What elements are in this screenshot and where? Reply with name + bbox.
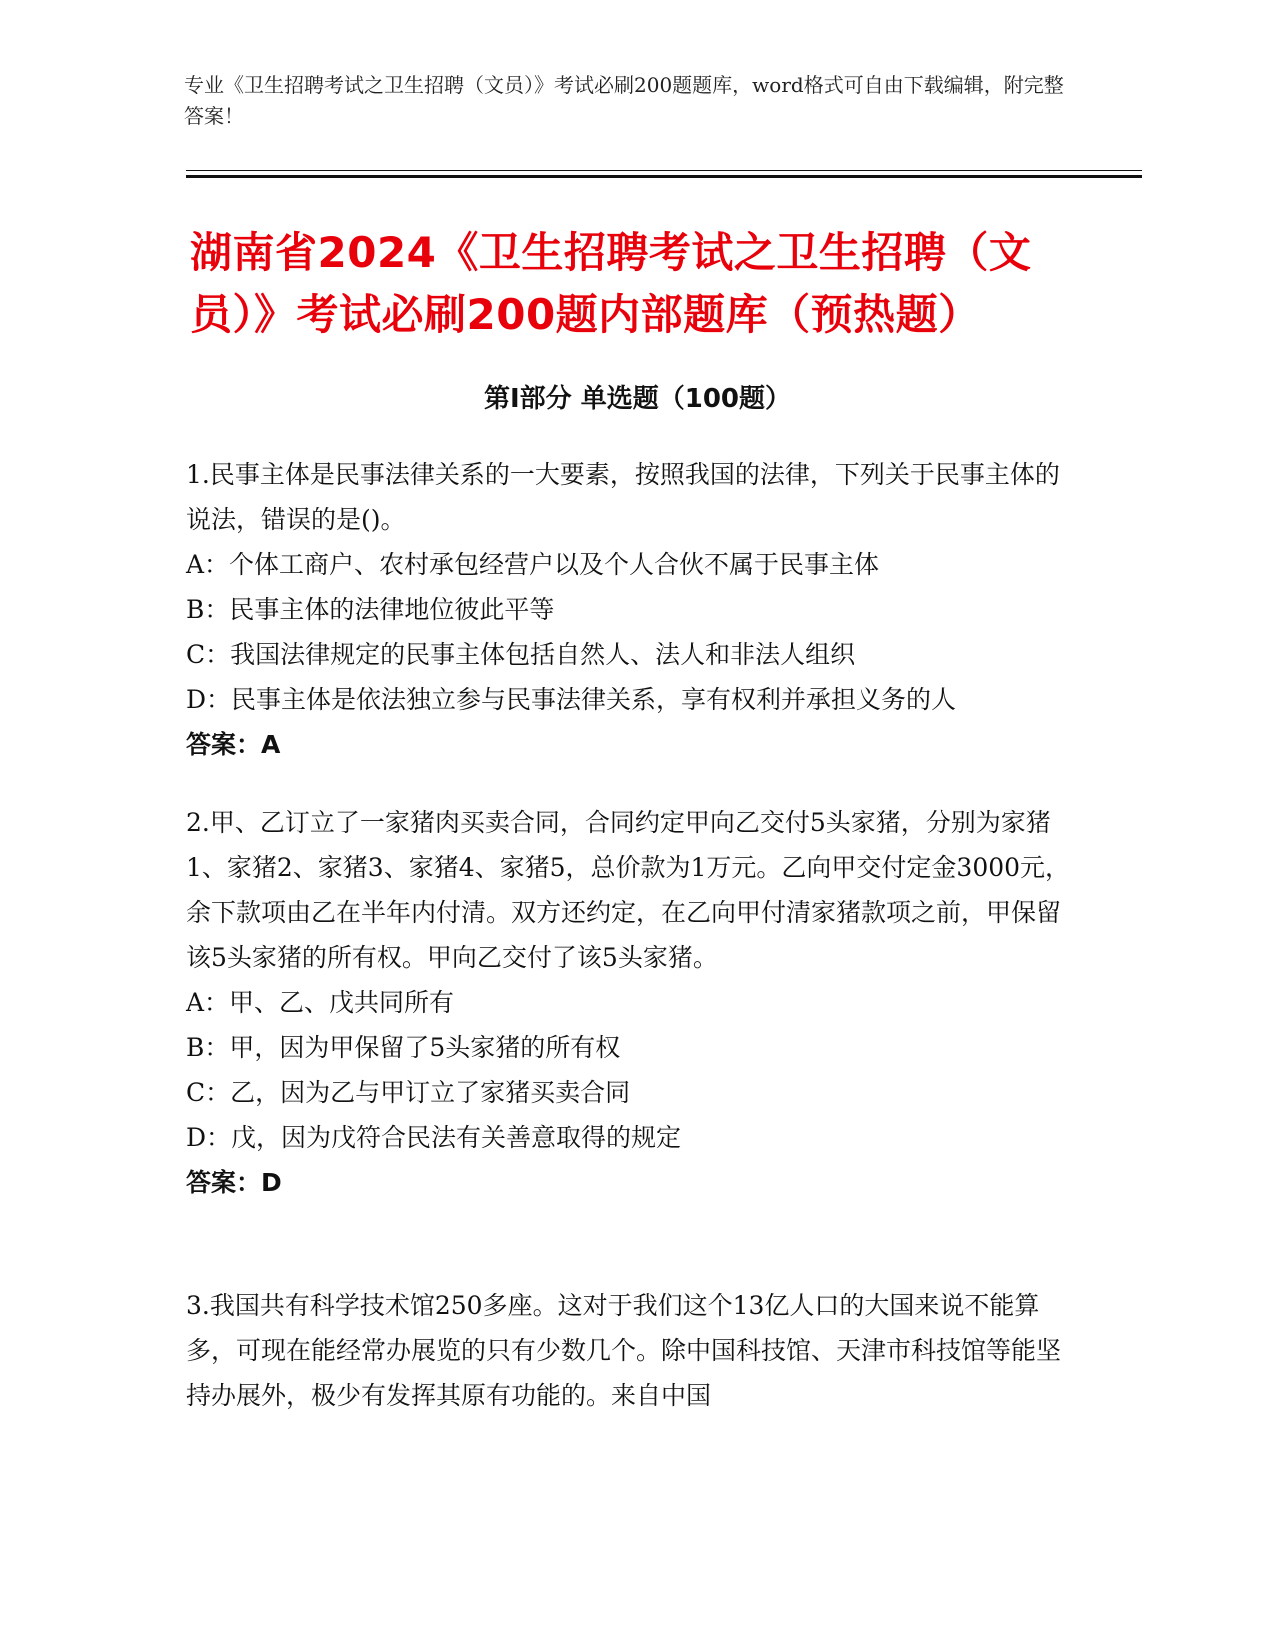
answer: 答案：A xyxy=(186,730,281,759)
option-b: B：民事主体的法律地位彼此平等 xyxy=(186,595,555,624)
question-2 xyxy=(186,800,1076,1205)
header-rule-bottom xyxy=(186,175,1142,178)
header-note: 专业《卫生招聘考试之卫生招聘（文员）》考试必刷200题题库，word格式可自由下载编辑，附完整答案！ xyxy=(184,73,1064,128)
question-1 xyxy=(186,452,1076,767)
header-rule-top xyxy=(186,170,1142,171)
option-d: D：民事主体是依法独立参与民事法律关系，享有权利并承担义务的人 xyxy=(186,685,957,714)
option-b: B：甲，因为甲保留了5头家猪的所有权 xyxy=(186,1033,621,1062)
question-stem: 2.甲、乙订立了一家猪肉买卖合同，合同约定甲向乙交付5头家猪，分别为家猪1、家猪2、家猪3、家猪4、家猪5，总价款为1万元。乙向甲交付定金3000元，余下款项由乙在半年内付清。双方还约定，在乙向甲付清家猪款项之前，甲保留该5头家猪的所有权。甲向乙交付了该5头家猪。 xyxy=(186,808,1071,972)
question-stem: 1.民事主体是民事法律关系的一大要素，按照我国的法律，下列关于民事主体的说法，错误的是()。 xyxy=(186,460,1060,534)
answer: 答案：D xyxy=(186,1168,282,1197)
option-a: A：甲、乙、戊共同所有 xyxy=(186,988,455,1017)
question-3 xyxy=(186,1283,1076,1418)
document-title: 湖南省2024《卫生招聘考试之卫生招聘（文员）》考试必刷200题内部题库（预热题） xyxy=(190,228,1032,339)
option-a: A：个体工商户、农村承包经营户以及个人合伙不属于民事主体 xyxy=(186,550,880,579)
option-d: D：戊，因为戊符合民法有关善意取得的规定 xyxy=(186,1123,682,1152)
question-stem: 3.我国共有科学技术馆250多座。这对于我们这个13亿人口的大国来说不能算多，可现在能经常办展览的只有少数几个。除中国科技馆、天津市科技馆等能坚持办展外，极少有发挥其原有功能的。来自中国 xyxy=(186,1291,1062,1410)
option-c: C：乙，因为乙与甲订立了家猪买卖合同 xyxy=(186,1078,631,1107)
section-heading: 第Ⅰ部分 单选题（100题） xyxy=(484,384,791,414)
option-c: C：我国法律规定的民事主体包括自然人、法人和非法人组织 xyxy=(186,640,856,669)
